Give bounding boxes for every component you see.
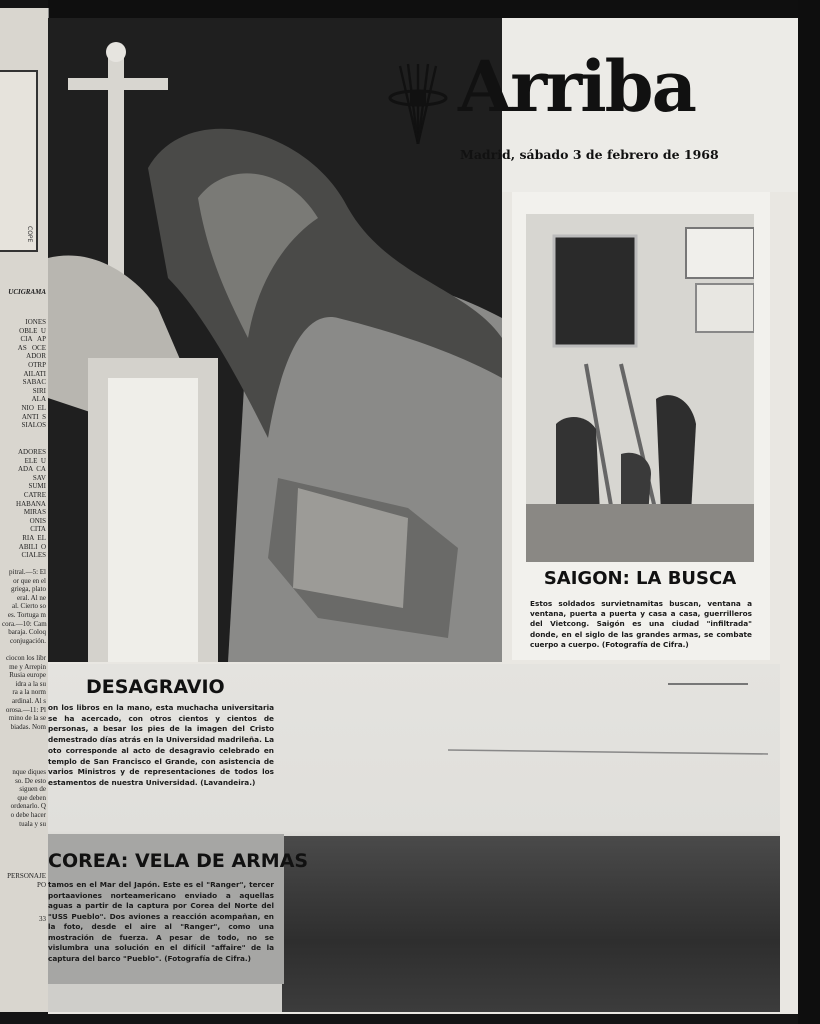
corea-headline: COREA: VELA DE ARMAS (48, 850, 309, 872)
left-column-e: PERSONAJE PO 33 (7, 872, 46, 923)
frame-label: COPE (26, 225, 33, 242)
page-top-shadow (48, 0, 798, 18)
left-heading: UCIGRAMA (8, 288, 46, 296)
left-column-d: nque diques so. De esto siguen de que deben ordenarlo. Q o debe hacer tuala y su (10, 768, 46, 828)
sea-area (282, 836, 780, 1012)
desagravio-caption: on los libros en la mano, esta muchacha universitaria se ha acercado, con otros cientos y cientos de personas, a besar los pies de la imagen del Cristo demestrado días atrás en la Universidad madrileña. La oto corresponde al acto de desagravio celebrado en templo de San Francisco el Grande, con asistencia de varios Ministros y de representaciones de todos los estamentos de nuestra Universidad. (Lavandeira.) (48, 703, 274, 787)
previous-page-strip (0, 8, 49, 1012)
saigon-headline: SAIGON: LA BUSCA (543, 568, 737, 589)
dateline: Madrid, sábado 3 de febrero de 1968 (460, 147, 719, 162)
crossword-frame (0, 70, 38, 252)
newspaper-title: Arriba (458, 45, 695, 128)
desagravio-headline: DESAGRAVIO (86, 676, 225, 698)
yoke-and-arrows-icon (388, 58, 448, 144)
saigon-photo (526, 214, 754, 562)
saigon-caption: Estos soldados survietnamitas buscan, ventana a ventana, puerta a puerta y casa a casa, guerrilleros del Vietcong. Saigón es una ciudad "infiltrada" donde, en el siglo de las grandes armas, se combate cuerpo a cuerpo. (Fotografía de Cifra.) (530, 599, 752, 649)
left-column-c: pitral.—5: El or que en el griega, plato eral. Al ne al. Cierto so es. Tortuga m cora.—10: Cam baraja. Coloq conjugación. ciocon los libr me y Arrepin Rusia europe idra a la su ra a la norm ardinal. Al s orosa.—11: Pl mino de la se biadas. Nom (2, 568, 47, 731)
corea-caption: tamos en el Mar del Japón. Este es el "Ranger", tercer portaaviones norteamericano enviado a aquellas aguas a partir de la captura por Corea del Norte del "USS Pueblo". Dos aviones a reacción acompañan, en la foto, desde el aire al "Ranger", como una mostración de fuerza. A pesar de todo, no se vislumbra una solución en el difícil "affaire" de la captura del barco "Pueblo". (Fotografía de Cifra.) (48, 880, 274, 963)
left-column-b: ADORES ELE U ADA CA SAV SUMI CATRE HABANA MIRAS ONIS CITA RIA EL ABILI O CIALES (16, 448, 46, 560)
page-right-shadow (798, 0, 820, 1024)
left-column-a: IONES OBLE U CIA AP AS OCE ADOR OTRP AILATI SABAC SIRI ALA NIO EL ANTI S SIALOS (17, 318, 46, 430)
